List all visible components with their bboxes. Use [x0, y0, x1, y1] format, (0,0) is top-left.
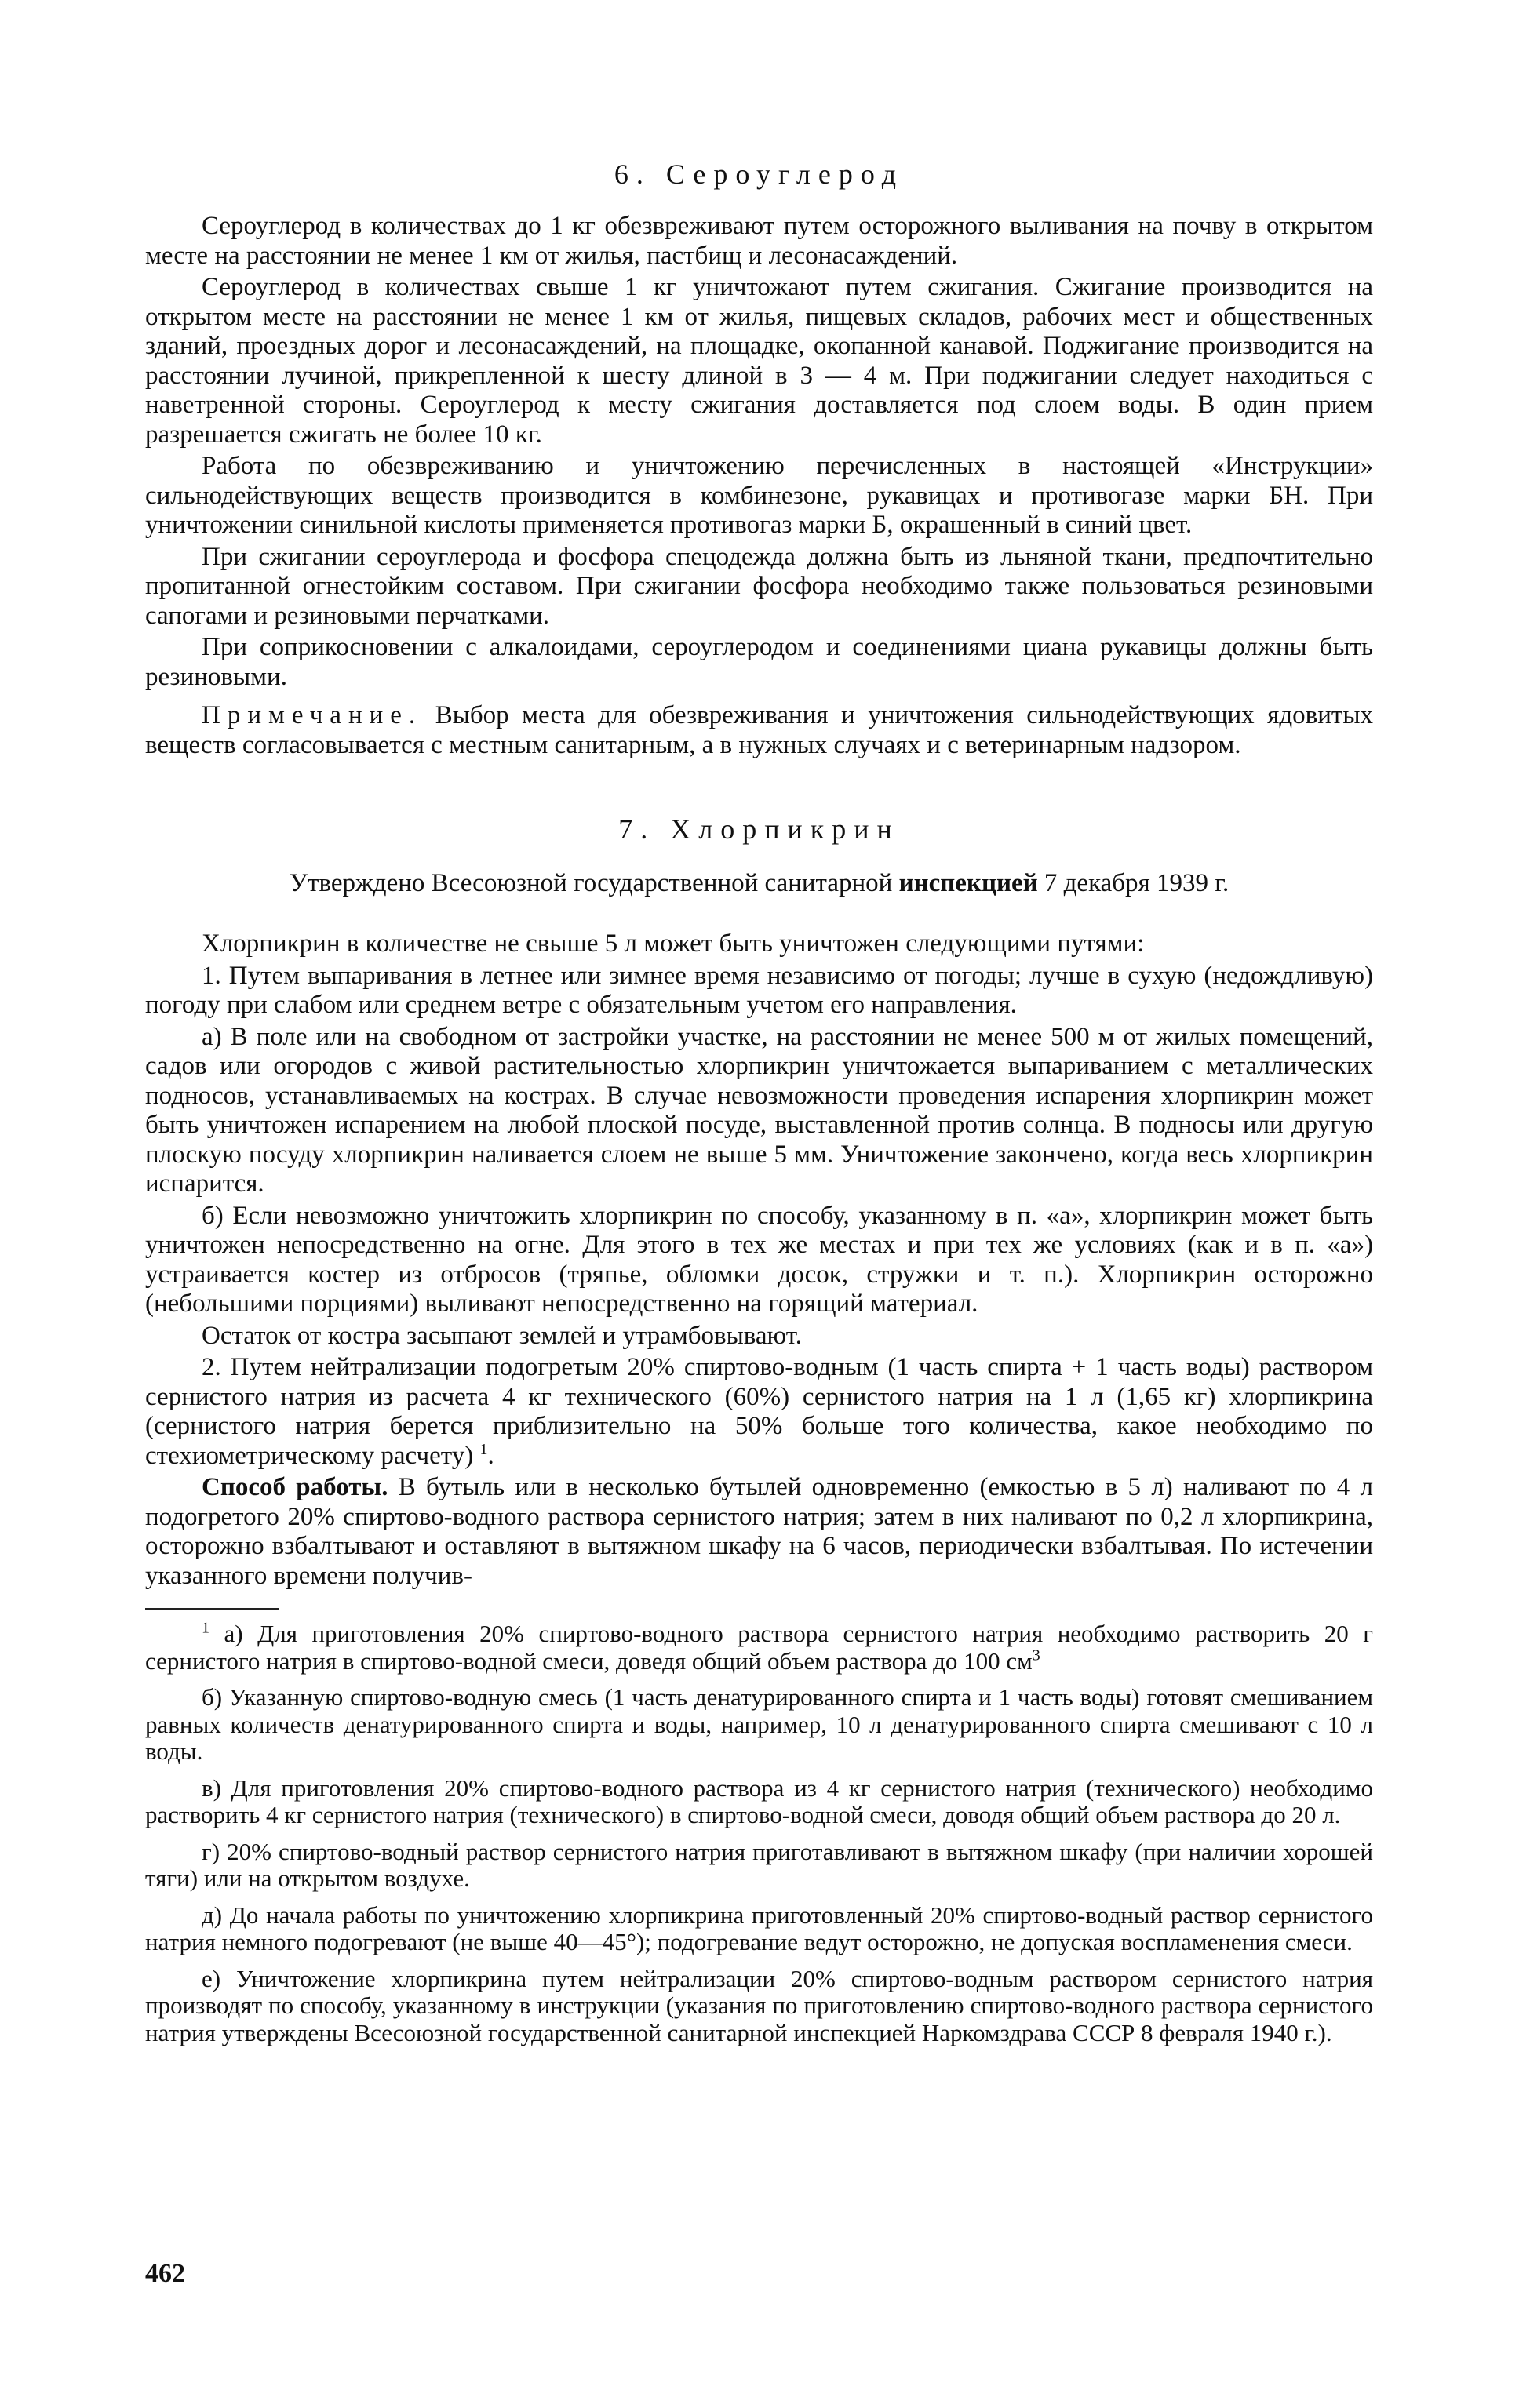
- paragraph: При сжигании сероуглерода и фосфора спецодежда должна быть из льняной ткани, предпочтительно пропитанной огнестойким составом. При сжигании фосфора необходимо также пользоваться резиновыми сапогами и резиновыми перчатками.: [145, 542, 1373, 630]
- method-text: В бутыль или в несколько бутылей одновременно (емкостью в 5 л) наливают по 4 л подогретого 20% спиртово-водного раствора сернистого натрия; затем в них наливают по 0,2 л хлорпикрина, осторожно взбалтывают и оставляют в вытяжном шкафу на 6 часов, периодически взбалтывая. По истечении указанного времени получив-: [145, 1473, 1374, 1590]
- footnote-ref[interactable]: 1: [479, 1440, 488, 1458]
- footnote-divider: [145, 1608, 279, 1610]
- section-6-title: 6. Сероуглерод: [614, 158, 905, 190]
- approval-prefix: Утверждено Всесоюзной государственной санитарной: [289, 869, 893, 897]
- paragraph-with-footnote: 2. Путем нейтрализации подогретым 20% спиртово-водным (1 часть спирта + 1 часть воды) раствором сернистого натрия из расчета 4 кг технического (60%) сернистого натрия на 1 л (1,65 кг) хлорпикрина (сернистого натрия берется приблизительно на 50% больше того количества, какое необходимо по стехиометрическому расчету) $^1$.: [145, 1353, 1373, 1470]
- approval-date: 7 декабря 1939 г.: [1044, 869, 1229, 897]
- paragraph: Остаток от костра засыпают землей и утрамбовывают.: [202, 1321, 802, 1350]
- footnote-mark: 1: [202, 1619, 209, 1637]
- method-label: Способ работы.: [202, 1473, 388, 1501]
- note-text: Выбор места для обезвреживания и уничтожения сильнодействующих ядовитых веществ согласовывается с местным санитарным, а в нужных случаях и с ветеринарным надзором.: [145, 701, 1373, 759]
- footnote: в) Для приготовления 20% спиртово-водного раствора из 4 кг сернистого натрия (технического) необходимо растворить 4 кг сернистого натрия (технического) в спиртово-водной смеси, доводя общий объем раствора до 20 л.: [145, 1773, 1373, 1828]
- approval-line: [145, 867, 1373, 900]
- section-7-title: 7. Хлорпикрин: [618, 813, 900, 845]
- note-paragraph: [145, 701, 1373, 760]
- section-gap: [145, 760, 1373, 812]
- paragraph-text: 2. Путем нейтрализации подогретым 20% спиртово-водным (1 часть спирта + 1 часть воды) раствором сернистого натрия из расчета 4 кг технического (60%) сернистого натрия на 1 л (1,65 кг) хлорпикрина (сернистого натрия берется приблизительно на 50% больше того количества, какое необходимо по стехиометрическому расчету): [145, 1353, 1373, 1470]
- footnote: б) Указанную спиртово-водную смесь (1 часть денатурированного спирта и 1 часть воды) готовят смешиванием равных количеств денатурированного спирта и воды, например, 10 л денатурированного спирта смешивают с 10 л воды.: [145, 1683, 1373, 1765]
- method-paragraph: [145, 1473, 1373, 1591]
- paragraph: 1. Путем выпаривания в летнее или зимнее время независимо от погоды; лучше в сухую (недождливую) погоду при слабом или среднем ветре с обязательным учетом его направления.: [145, 961, 1373, 1019]
- paragraph: а) В поле или на свободном от застройки участке, на расстоянии не менее 500 м от жилых помещений, садов или огородов с живой растительностью хлорпикрин уничтожается выпариванием с металлических подносов, устанавливаемых на кострах. В случае невозможности проведения испарения хлорпикрин может быть уничтожен испарением на любой плоской посуде, выставленной против солнца. В подносы или другую плоскую посуду хлорпикрин наливается слоем не выше 5 мм. Уничтожение закончено, когда весь хлорпикрин испарится.: [145, 1022, 1373, 1198]
- paragraph: Сероуглерод в количествах до 1 кг обезвреживают путем осторожного выливания на почву в открытом месте на расстоянии не менее 1 км от жилья, пастбищ и лесонасаждений.: [145, 212, 1373, 270]
- footnote-superscript: 3: [1032, 1646, 1040, 1664]
- page-content: [145, 157, 1373, 2056]
- note-label: Примечание.: [202, 701, 423, 729]
- paragraph: При соприкосновении с алкалоидами, сероуглеродом и соединениями циана рукавицы должны быть резиновыми.: [145, 633, 1373, 691]
- footnote: д) До начала работы по уничтожению хлорпикрина приготовленный 20% спиртово-водный раствор сернистого натрия немного подогревают (не выше 40—45°); подогревание ведут осторожно, не допуская воспламенения смеси.: [145, 1901, 1373, 1955]
- paragraph: б) Если невозможно уничтожить хлорпикрин по способу, указанному в п. «а», хлорпикрин может быть уничтожен непосредственно на огне. Для этого в тех же местах и при тех же условиях (как и в п. «а») устраивается костер из отбросов (тряпье, обломки досок, стружки и т. п.). Хлорпикрин осторожно (небольшими порциями) выливают непосредственно на горящий материал.: [145, 1201, 1373, 1318]
- footnote: е) Уничтожение хлорпикрина путем нейтрализации 20% спиртово-водным раствором сернистого натрия производят по способу, указанному в инструкции (указания по приготовлению спиртово-водного раствора сернистого натрия утверждены Всесоюзной государственной санитарной инспекцией Наркомздрава СССР 8 февраля 1940 г.).: [145, 1964, 1373, 2046]
- paragraph: Хлорпикрин в количестве не свыше 5 л может быть уничтожен следующими путями:: [202, 929, 1145, 958]
- footnote: [145, 1620, 1373, 1675]
- paragraph: Работа по обезвреживанию и уничтожению перечисленных в настоящей «Инструкции» сильнодействующих веществ производится в комбинезоне, рукавицах и противогазе марки БН. При уничтожении синильной кислоты применяется противогаз марки Б, окрашенный в синий цвет.: [145, 452, 1373, 539]
- footnote: г) 20% спиртово-водный раствор сернистого натрия приготавливают в вытяжном шкафу (при наличии хорошей тяги) или на открытом воздухе.: [145, 1837, 1373, 1892]
- paragraph: Сероуглерод в количествах свыше 1 кг уничтожают путем сжигания. Сжигание производится на открытом месте на расстоянии не менее 1 км от жилья, пищевых складов, рабочих мест и общественных зданий, проездных дорог и лесонасаждений, на площадке, окопанной канавой. Поджигание производится на расстоянии лучиной, прикрепленной к шесту длиной в 3 — 4 м. При поджигании следует находиться с наветренной стороны. Сероуглерод к месту сжигания доставляется под слоем воды. В один прием разрешается сжигать не более 10 кг.: [145, 273, 1373, 449]
- footnote-text: а) Для приготовления 20% спиртово-водного раствора сернистого натрия необходимо растворить 20 г сернистого натрия в спиртово-водной смеси, доведя общий объем раствора до 100 см: [145, 1620, 1374, 1675]
- approval-bold: инспекцией: [898, 869, 1038, 897]
- page-number: 462: [145, 2259, 185, 2288]
